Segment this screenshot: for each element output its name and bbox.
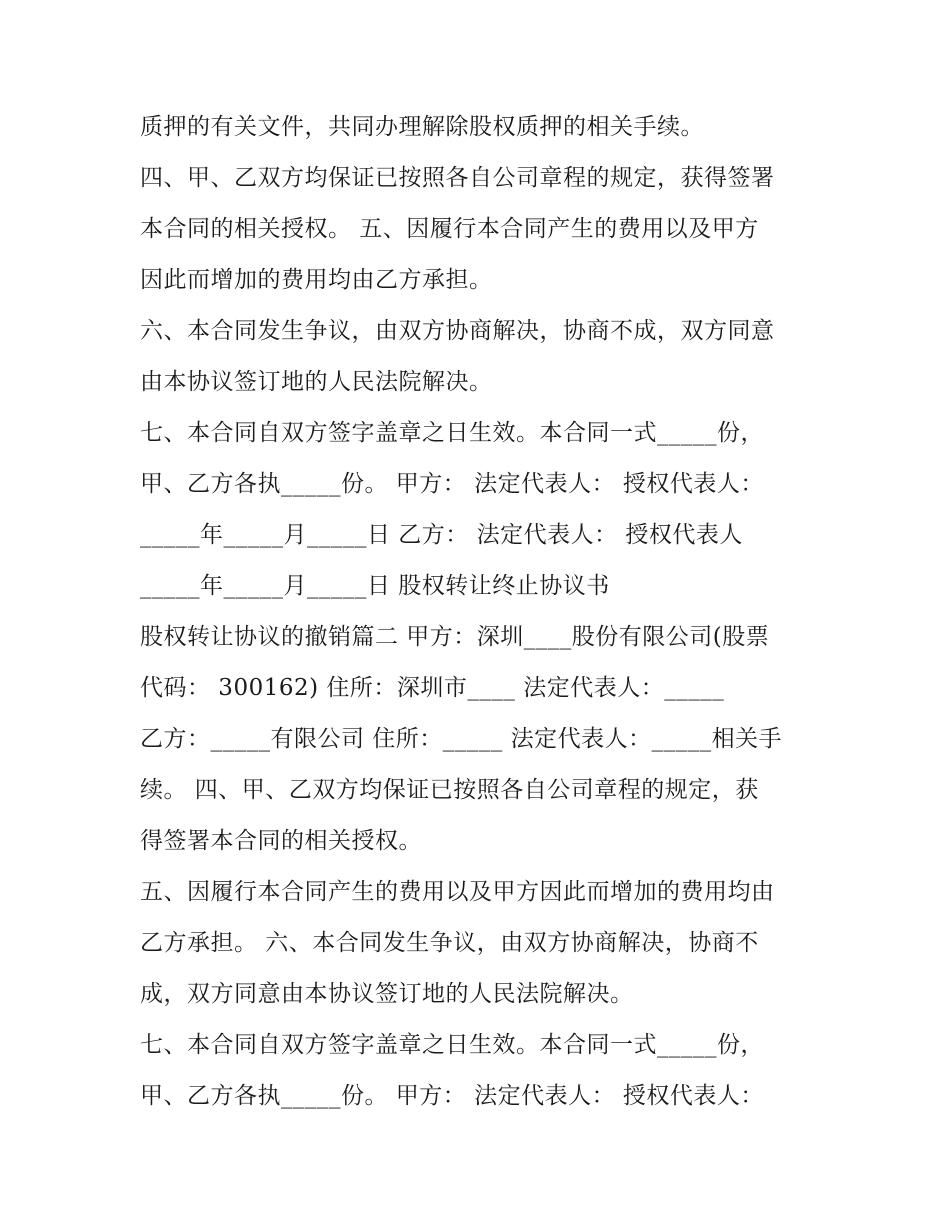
text-line: 五、因履行本合同产生的费用以及甲方因此而增加的费用均由 bbox=[140, 879, 775, 905]
text-line: 续。 四、甲、乙双方均保证已按照各自公司章程的规定，获 bbox=[140, 777, 759, 803]
text-line: 本合同的相关授权。 五、因履行本合同产生的费用以及甲方 bbox=[140, 216, 759, 242]
text-line: 成，双方同意由本协议签订地的人民法院解决。 bbox=[140, 981, 634, 1007]
text-line: 得签署本合同的相关授权。 bbox=[140, 828, 422, 854]
text-line: 六、本合同发生争议，由双方协商解决，协商不成，双方同意 bbox=[140, 318, 775, 344]
text-line: 四、甲、乙双方均保证已按照各自公司章程的规定，获得签署 bbox=[140, 165, 775, 191]
text-line: 乙方：_____有限公司 住所：_____ 法定代表人：_____相关手 bbox=[140, 726, 783, 752]
text-line: 因此而增加的费用均由乙方承担。 bbox=[140, 267, 493, 293]
text-line: 代码： 300162) 住所：深圳市____ 法定代表人：_____ bbox=[140, 675, 725, 701]
document-body bbox=[140, 102, 830, 1122]
text-line: 由本协议签订地的人民法院解决。 bbox=[140, 369, 493, 395]
text-line: 七、本合同自双方签字盖章之日生效。本合同一式_____份， bbox=[140, 420, 764, 446]
text-line: 乙方承担。 六、本合同发生争议，由双方协商解决，协商不 bbox=[140, 930, 759, 956]
text-line: _____年_____月_____日 乙方： 法定代表人： 授权代表人 bbox=[140, 522, 743, 548]
text-line: 甲、乙方各执_____份。 甲方： 法定代表人： 授权代表人： bbox=[140, 471, 764, 497]
text-line: 甲、乙方各执_____份。 甲方： 法定代表人： 授权代表人： bbox=[140, 1083, 764, 1109]
text-line: _____年_____月_____日 股权转让终止协议书 bbox=[140, 573, 610, 599]
text-line: 质押的有关文件，共同办理解除股权质押的相关手续。 bbox=[140, 114, 704, 140]
text-line: 七、本合同自双方签字盖章之日生效。本合同一式_____份， bbox=[140, 1032, 764, 1058]
text-line: 股权转让协议的撤销篇二 甲方：深圳____股份有限公司(股票 bbox=[140, 624, 770, 650]
